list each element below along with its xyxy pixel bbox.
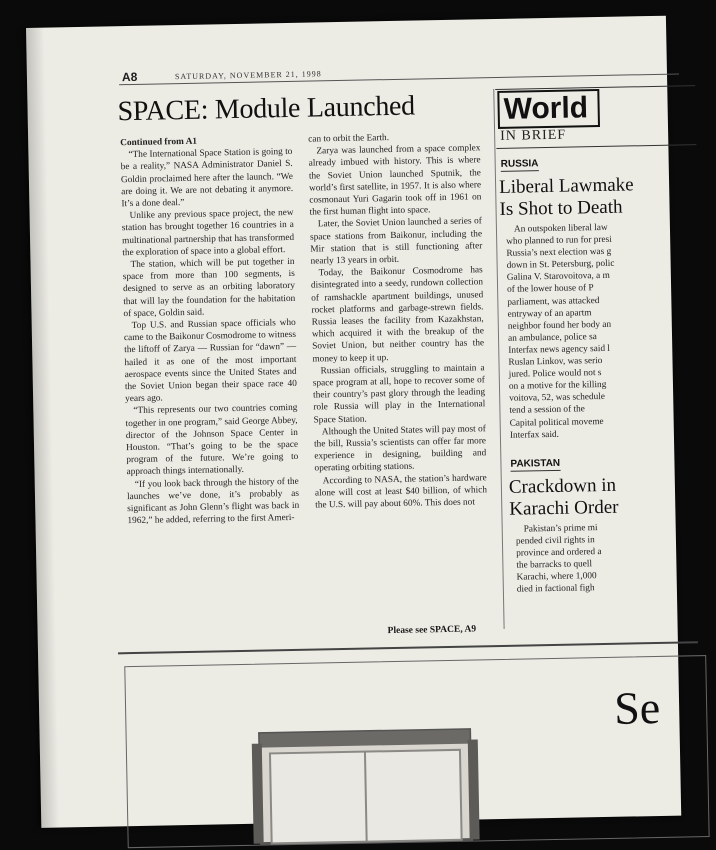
jump-line: Please see SPACE, A9	[387, 624, 477, 637]
story-paragraph: “If you look back through the history of the launches we’ve done, it’s probably as significant as John Glenn’s flight was back in 1962,” he added, referring to the first Ameri-	[126, 476, 300, 527]
headline-line: Crackdown in	[508, 474, 617, 498]
brief-line: of the lower house of P	[507, 283, 594, 296]
brief-line: neighbor found her body an	[507, 319, 612, 332]
brief-line: tend a session of the	[509, 404, 585, 417]
headline-line: Is Shot to Death	[499, 196, 623, 220]
story-paragraph: Later, the Soviet Union launched a series of space stations from Baikonur, including the Mir station that is still functioning after nearly 13 years in orbit.	[309, 216, 483, 267]
brief-line: down in St. Petersburg, polic	[506, 259, 615, 272]
brief-line: who planned to run for presi	[506, 234, 612, 247]
story-paragraph: can to orbit the Earth.	[308, 133, 390, 145]
continued-from: Continued from A1	[120, 136, 198, 149]
story-paragraph: Russian officials, struggling to maintain a space program at all, hope to recover some of their country’s past glory through the leading role Russia will play in the International Space Station.	[312, 363, 486, 426]
brief-line: Pakistan’s prime mi	[523, 523, 598, 535]
story-column-2	[308, 130, 487, 512]
display-cabinet-illustration	[239, 719, 491, 844]
brief-line: province and ordered a	[516, 547, 602, 559]
section-label-pakistan: PAKISTAN	[510, 457, 561, 470]
brief-line: Interfax said.	[509, 429, 560, 441]
brief-line: An outspoken liberal law	[513, 222, 608, 235]
brief-line: parliament, was attacked	[507, 295, 600, 308]
advertisement-headline: Se	[613, 681, 661, 734]
brief-line: voitova, 52, was schedule	[509, 392, 606, 405]
brief-headline-russia	[499, 173, 700, 221]
story-paragraph: “The International Space Station is going to be a reality,” NASA Administrator Daniel S. Goldin proclaimed here after the launch. “We are doing it. We are not debating it anymore. It’s a done deal.”	[120, 147, 294, 210]
brief-line: jured. Police would not s	[508, 368, 602, 380]
brief-line: Karachi, where 1,000	[516, 571, 597, 584]
brief-line: an ambulance, police sa	[507, 331, 597, 344]
ad-top-rule	[118, 641, 698, 654]
world-brief-title: World	[497, 89, 600, 129]
section-label-russia: RUSSIA	[500, 158, 539, 170]
headline-line: Karachi Order	[509, 496, 619, 520]
story-paragraph: Unlike any previous space project, the new station has brought together 16 countries in a multinational partnership that has transformed the exploration of space into a global effort.	[121, 208, 295, 259]
main-headline: SPACE: Module Launched	[117, 90, 416, 128]
story-column-1	[120, 134, 299, 528]
story-paragraph: The station, which will be put together in space from more than 100 segments, is designed to serve as an orbiting laboratory that will lay the foundation for the habitation of space, Goldin said.	[122, 256, 296, 320]
brief-line: died in factional figh	[516, 583, 595, 596]
story-paragraph: “This represents our two countries coming together in one program,” said George Abbey, director of the Johnson Space Center in Houston. “That’s going to be the space program of the future. We’re going to approach things internationally.	[125, 403, 299, 478]
story-paragraph: According to NASA, the station’s hardware alone will cost at least $40 billion, of which the U.S. will pay about 60%. This does not	[314, 472, 488, 511]
newspaper-page	[26, 16, 681, 828]
brief-line: Ruslan Linkov, was serio	[508, 356, 603, 368]
brief-body-pakistan	[516, 520, 688, 603]
headline-line: Liberal Lawmake	[498, 174, 634, 198]
brief-line: pended civil rights in	[515, 535, 595, 547]
story-paragraph: Top U.S. and Russian space officials who came to the Baikonur Cosmodrome to witness the liftoff of Zarya — Russian for “dawn” — hailed it as one of the most important aerospace events since the United States and the Soviet Union began their space race 40 years ago.	[123, 317, 297, 405]
world-brief-subtitle: IN BRIEF	[500, 127, 567, 144]
story-paragraph: Today, the Baikonur Cosmodrome has disintegrated into a seedy, rundown collection of ramshackle apartment buildings, unused rocket platforms and garbage-strewn fields. Russia leases the facility from Kazakhstan, which acquired it with the breakup of the Soviet Union, but neither country has the money to keep it up.	[310, 265, 485, 365]
dateline: SATURDAY, NOVEMBER 21, 1998	[174, 69, 322, 82]
brief-line: Russia’s next election was g	[506, 246, 612, 260]
brief-line: the barracks to quell	[516, 559, 593, 571]
brief-line: Galina V. Starovoitova, a m	[506, 271, 610, 284]
brief-line: entryway of an apartm	[507, 307, 592, 320]
brief-headline-pakistan	[509, 473, 710, 521]
story-paragraph: Zarya was launched from a space complex already imbued with history. This is where the Soviet Union launched Sputnik, the world’s first satellite, in 1957. It is also where cosmonaut Yuri Gagarin took off in 1961 on the first human flight into space.	[308, 143, 482, 218]
brief-body-russia	[506, 221, 680, 446]
brief-line: Interfax news agency said l	[508, 343, 611, 356]
page-number: A8	[121, 69, 138, 85]
story-paragraph: Although the United States will pay most of the bill, Russia’s scientists can offer far more experience in designing, building and operating orbiting stations.	[313, 424, 487, 475]
brief-line: on a motive for the killing	[508, 380, 607, 393]
brief-line: Capital political moveme	[509, 416, 604, 429]
